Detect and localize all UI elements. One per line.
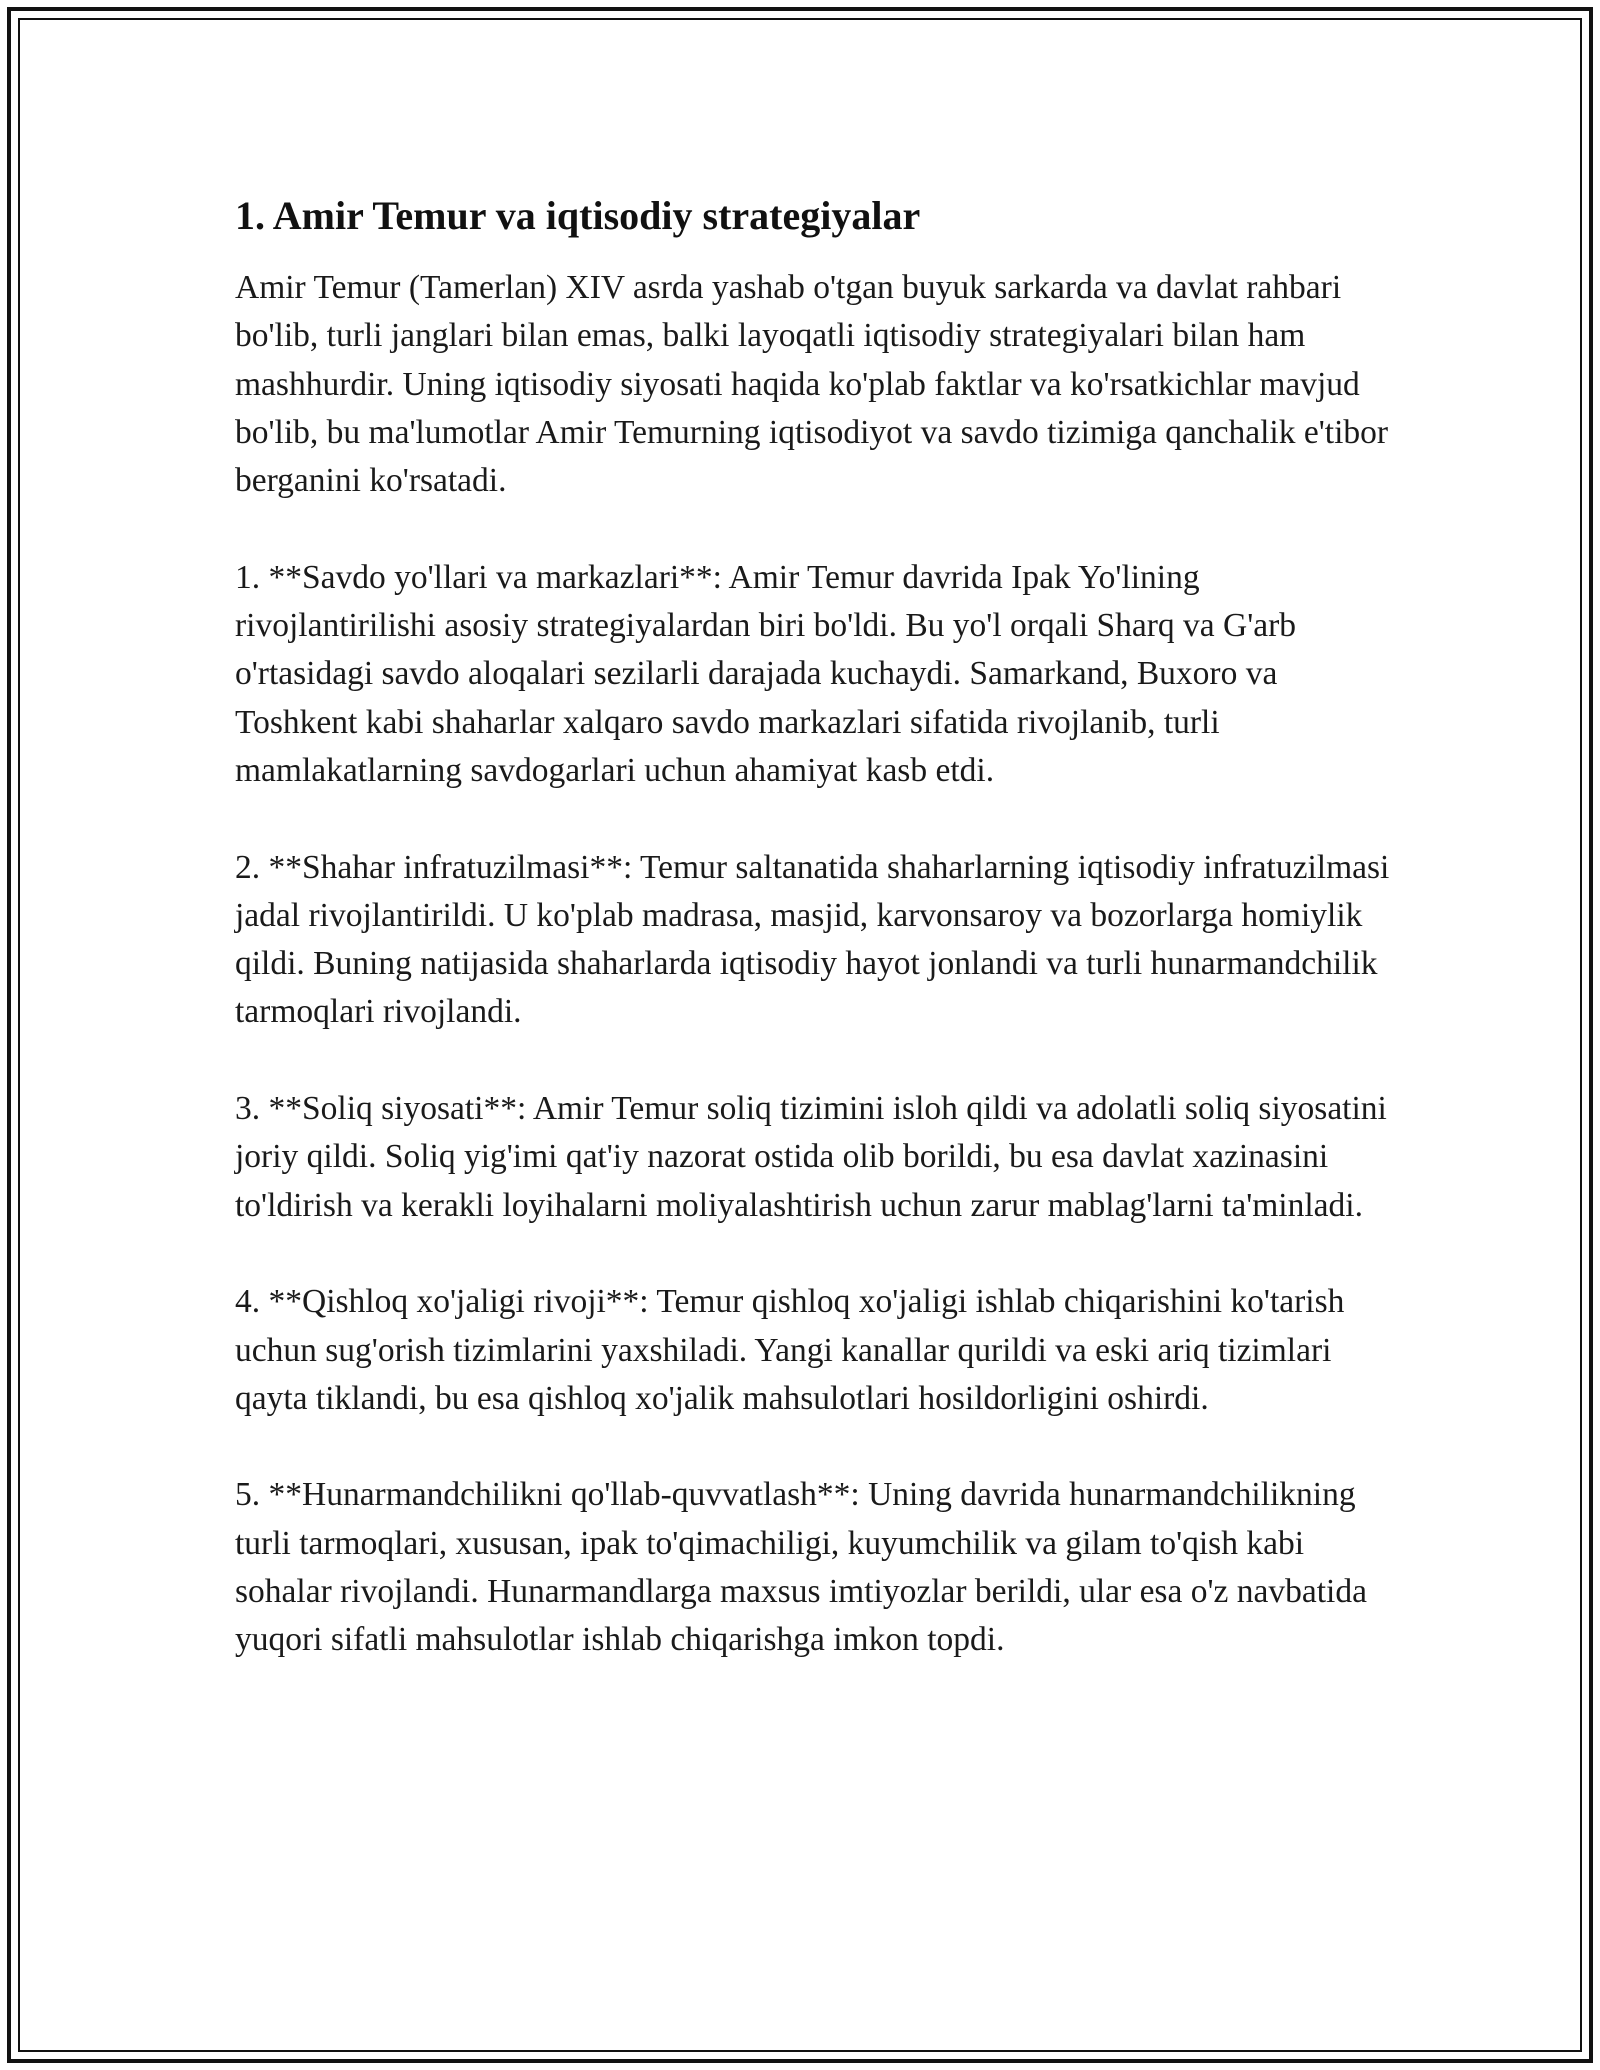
intro-paragraph: Amir Temur (Tamerlan) XIV asrda yashab o'tgan buyuk sarkarda va davlat rahbari bo'lib, turli janglari bilan emas, balki layoqatli iqtisodiy strategiyalari bilan ham mashhurdir. Uning iqtisodiy siyosati haqida ko'plab faktlar va ko'rsatkichlar mavjud bo'lib, bu ma'lumotlar Amir Temurning iqtisodiyot va savdo tizimiga qanchalik e'tibor berganini ko'rsatadi. [235,269,1389,500]
document-title: 1. Amir Temur va iqtisodiy strategiyalar [235,193,921,238]
document-body [235,188,1395,1665]
section-savdo-yollari: 1. **Savdo yo'llari va markazlari**: Amir Temur davrida Ipak Yo'lining rivojlantirilishi asosiy strategiyalardan biri bo'ldi. Bu yo'l orqali Sharq va G'arb o'rtasidagi savdo aloqalari sezilarli darajada kuchaydi. Samarkand, Buxoro va Toshkent kabi shaharlar xalqaro savdo markazlari sifatida rivojlanib, turli mamlakatlarning savdogarlari uchun ahamiyat kasb etdi. [235,558,1297,789]
section-qishloq-xojaligi: 4. **Qishloq xo'jaligi rivoji**: Temur qishloq xo'jaligi ishlab chiqarishini ko'tarish uchun sug'orish tizimlarini yaxshiladi. Yangi kanallar qurildi va eski ariq tizimlari qayta tiklandi, bu esa qishloq xo'jalik mahsulotlari hosildorligini oshirdi. [235,1283,1345,1417]
section-shahar-infratuzilmasi: 2. **Shahar infratuzilmasi**: Temur saltanatida shaharlarning iqtisodiy infratuzilmasi jadal rivojlantirildi. U ko'plab madrasa, masjid, karvonsaroy va bozorlarga homiylik qildi. Buning natijasida shaharlarda iqtisodiy hayot jonlandi va turli hunarmandchilik tarmoqlari rivojlandi. [235,848,1390,1031]
section-soliq-siyosati: 3. **Soliq siyosati**: Amir Temur soliq tizimini isloh qildi va adolatli soliq siyosatini joriy qildi. Soliq yig'imi qat'iy nazorat ostida olib borildi, bu esa davlat xazinasini to'ldirish va kerakli loyihalarni moliyalashtirish uchun zarur mablag'larni ta'minladi. [235,1090,1387,1224]
section-hunarmandchilik: 5. **Hunarmandchilikni qo'llab-quvvatlash**: Uning davrida hunarmandchilikning turli tarmoqlari, xususan, ipak to'qimachiligi, kuyumchilik va gilam to'qish kabi sohalar rivojlandi. Hunarmandlarga maxsus imtiyozlar berildi, ular esa o'z navbatida yuqori sifatli mahsulotlar ishlab chiqarishga imkon topdi. [235,1476,1367,1659]
